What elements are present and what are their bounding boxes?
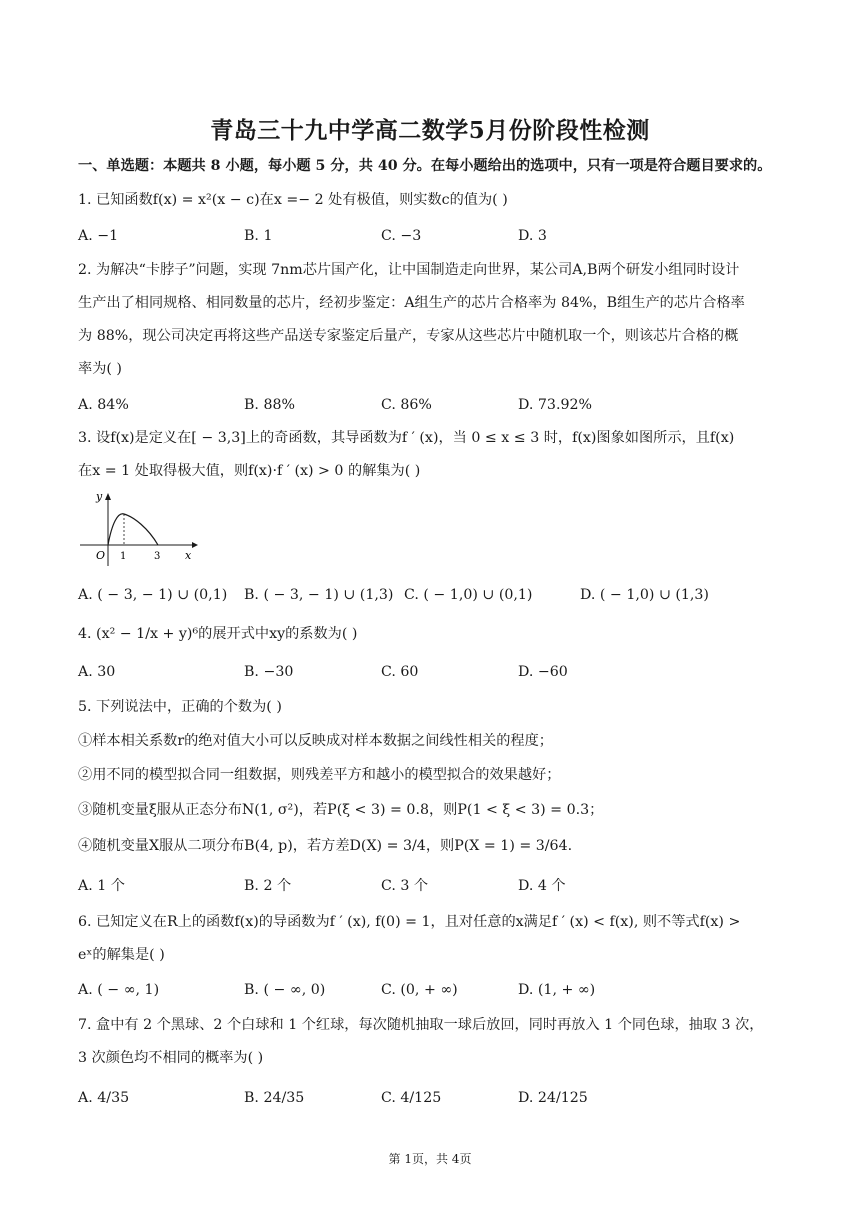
q4-option-d: D. −60	[518, 664, 568, 680]
question-7-line-1: 7. 盒中有 2 个黑球、2 个白球和 1 个红球，每次随机抽取一球后放回，同时再放入 1 个同色球，抽取 3 次，	[78, 1017, 764, 1033]
q1-option-c: C. −3	[381, 228, 422, 244]
question-7-line-2: 3 次颜色均不相同的概率为( )	[78, 1050, 264, 1066]
question-5-line-1: 5. 下列说法中，正确的个数为( )	[78, 699, 282, 715]
q4-option-a: A. 30	[78, 664, 116, 680]
q4-option-c: C. 60	[381, 664, 419, 680]
y-label: y	[96, 490, 103, 503]
q1-option-a: A. −1	[78, 228, 119, 244]
question-2-line-4: 率为( )	[78, 361, 122, 377]
q7-option-d: D. 24/125	[518, 1090, 588, 1106]
q1-option-b: B. 1	[244, 228, 273, 244]
question-5-line-4: ③随机变量ξ服从正态分布N(1, σ²)，若P(ξ < 3) = 0.8，则P(1 < ξ < 3) = 0.3；	[78, 802, 604, 818]
question-3-line-2: 在x = 1 处取得极大值，则f(x)·f ′ (x) > 0 的解集为( )	[78, 463, 421, 479]
function-graph	[78, 488, 198, 568]
q5-option-d: D. 4 个	[518, 878, 566, 894]
q7-option-b: B. 24/35	[244, 1090, 305, 1106]
question-1-stem: 1. 已知函数f(x) = x²(x − c)在x =− 2 处有极值，则实数c的值为( )	[78, 192, 508, 208]
q5-option-b: B. 2 个	[244, 878, 292, 894]
q2-option-c: C. 86%	[381, 397, 432, 413]
question-6-line-1: 6. 已知定义在R上的函数f(x)的导函数为f ′ (x), f(0) = 1，且对任意的x满足f ′ (x) < f(x), 则不等式f(x) >	[78, 914, 741, 930]
x-label: x	[185, 549, 192, 562]
q7-option-c: C. 4/125	[381, 1090, 442, 1106]
tick-label-3: 3	[154, 551, 161, 562]
q2-option-b: B. 88%	[244, 397, 295, 413]
question-2-line-1: 2. 为解决“卡脖子”问题，实现 7nm芯片国产化，让中国制造走向世界，某公司A,B两个研发小组同时设计	[78, 262, 740, 278]
q3-option-c: C. ( − 1,0) ∪ (0,1)	[404, 587, 533, 603]
q4-option-b: B. −30	[244, 664, 294, 680]
question-5-line-3: ②用不同的模型拟合同一组数据，则残差平方和越小的模型拟合的效果越好；	[78, 767, 561, 783]
q7-option-a: A. 4/35	[78, 1090, 130, 1106]
tick-label-1: 1	[120, 551, 127, 562]
question-5-line-2: ①样本相关系数r的绝对值大小可以反映成对样本数据之间线性相关的程度；	[78, 733, 553, 749]
question-4-stem: 4. (x² − 1/x + y)⁶的展开式中xy的系数为( )	[78, 626, 358, 642]
origin-label: O	[96, 549, 106, 562]
question-5-line-5: ④随机变量X服从二项分布B(4, p)，若方差D(X) = 3/4，则P(X = 1) = 3/64.	[78, 838, 573, 854]
question-6-line-2: eˣ的解集是( )	[78, 947, 165, 963]
y-axis-arrow	[105, 493, 111, 500]
q3-option-a: A. ( − 3, − 1) ∪ (0,1)	[78, 587, 228, 603]
q6-option-a: A. ( − ∞, 1)	[78, 982, 160, 998]
q2-option-d: D. 73.92%	[518, 397, 592, 413]
q3-option-b: B. ( − 3, − 1) ∪ (1,3)	[244, 587, 394, 603]
q6-option-c: C. (0, + ∞)	[381, 982, 458, 998]
q6-option-b: B. ( − ∞, 0)	[244, 982, 326, 998]
q2-option-a: A. 84%	[78, 397, 129, 413]
question-2-line-2: 生产出了相同规格、相同数量的芯片，经初步鉴定：A组生产的芯片合格率为 84%，B组生产的芯片合格率	[78, 295, 745, 311]
q3-option-d: D. ( − 1,0) ∪ (1,3)	[580, 587, 709, 603]
page-footer: 第 1页，共 4页	[388, 1152, 472, 1166]
q6-option-d: D. (1, + ∞)	[518, 982, 596, 998]
q1-option-d: D. 3	[518, 228, 547, 244]
q5-option-c: C. 3 个	[381, 878, 429, 894]
q5-option-a: A. 1 个	[78, 878, 125, 894]
curve	[108, 514, 158, 545]
page-title: 青岛三十九中学高二数学5月份阶段性检测	[210, 117, 650, 144]
x-axis-arrow	[192, 542, 198, 548]
question-3-line-1: 3. 设f(x)是定义在[ − 3,3]上的奇函数，其导函数为f ′ (x)，当 0 ≤ x ≤ 3 时，f(x)图象如图所示，且f(x)	[78, 430, 735, 446]
question-2-line-3: 为 88%，现公司决定再将这些产品送专家鉴定后量产，专家从这些芯片中随机取一个，则该芯片合格的概	[78, 328, 739, 344]
section-heading: 一、单选题：本题共 8 小题，每小题 5 分，共 40 分。在每小题给出的选项中，只有一项是符合题目要求的。	[78, 158, 772, 174]
